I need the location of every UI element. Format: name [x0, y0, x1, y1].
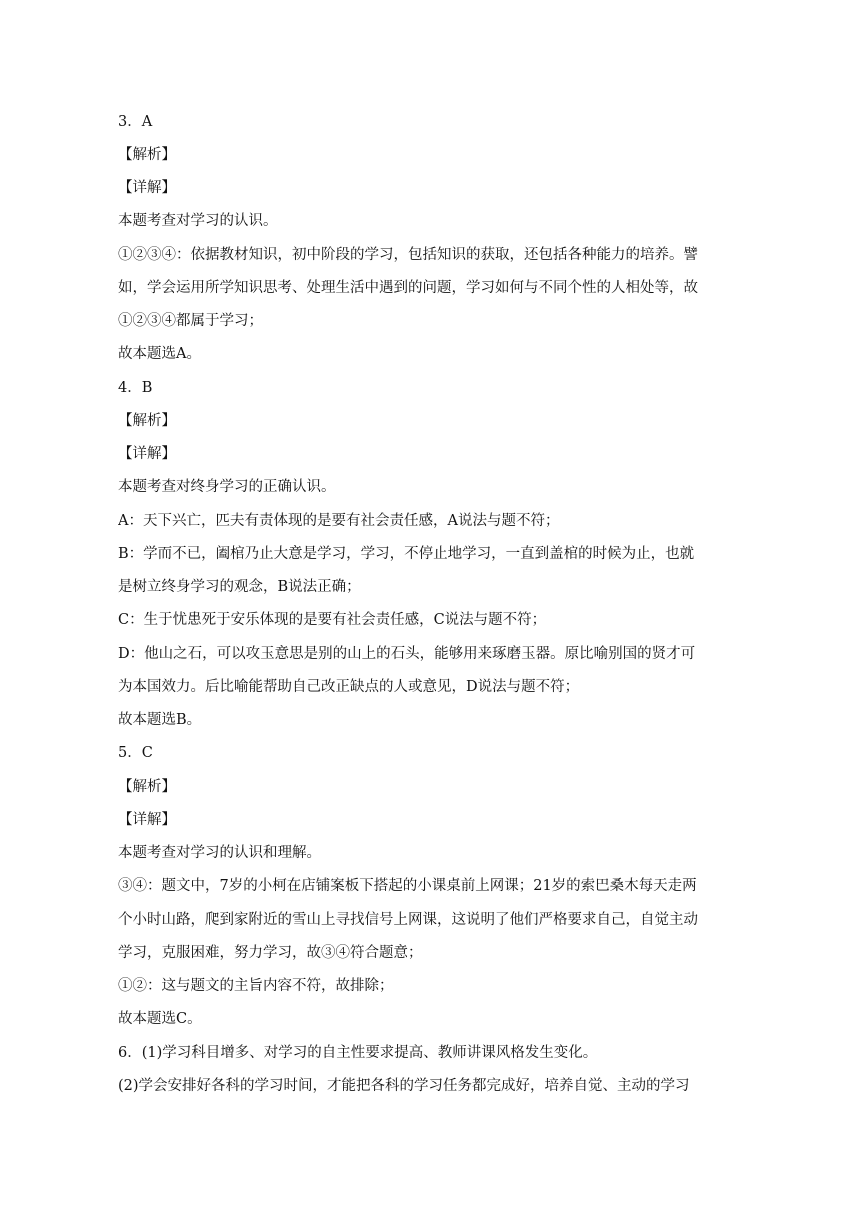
conclusion-line: 故本题选C。 [118, 1011, 202, 1027]
text-line: 本题考查对终身学习的正确认识。 [118, 479, 336, 495]
answer-6-line: 6．(1)学习科目增多、对学习的自主性要求提高、教师讲课风格发生变化。 [118, 1045, 598, 1061]
text-line: 是树立终身学习的观念，B说法正确； [118, 579, 361, 595]
text-line: 为本国效力。后比喻能帮助自己改正缺点的人或意见，D说法与题不符； [118, 679, 580, 695]
analysis-label: 【解析】 [118, 413, 176, 429]
text-line: 本题考查对学习的认识。 [118, 213, 278, 229]
text-line: ①②：这与题文的主旨内容不符，故排除； [118, 978, 394, 994]
detail-label: 【详解】 [118, 180, 176, 196]
text-line: ③④：题文中，7岁的小柯在店铺案板下搭起的小课桌前上网课；21岁的索巴桑木每天走两 [118, 878, 697, 894]
text-line: 个小时山路，爬到家附近的雪山上寻找信号上网课，这说明了他们严格要求自己，自觉主动 [118, 912, 698, 928]
option-c-line: C：生于忧患死于安乐体现的是要有社会责任感，C说法与题不符； [118, 612, 547, 628]
detail-label: 【详解】 [118, 446, 176, 462]
text-line: (2)学会安排好各科的学习时间，才能把各科的学习任务都完成好，培养自觉、主动的学习 [118, 1078, 690, 1094]
option-a-line: A：天下兴亡，匹夫有责体现的是要有社会责任感，A说法与题不符； [118, 513, 560, 529]
analysis-label: 【解析】 [118, 779, 176, 795]
answer-5-heading: 5．C [118, 745, 153, 761]
text-line: 如，学会运用所学知识思考、处理生活中遇到的问题，学习如何与不同个性的人相处等，故 [118, 280, 698, 296]
option-d-line: D：他山之石，可以攻玉意思是别的山上的石头，能够用来琢磨玉器。原比喻别国的贤才可 [118, 646, 696, 662]
text-line: 本题考查对学习的认识和理解。 [118, 845, 321, 861]
text-line: 学习，克服困难，努力学习，故③④符合题意； [118, 945, 423, 961]
conclusion-line: 故本题选A。 [118, 346, 201, 362]
option-b-line: B：学而不已，阖棺乃止大意是学习，学习，不停止地学习，一直到盖棺的时候为止，也就 [118, 546, 695, 562]
conclusion-line: 故本题选B。 [118, 712, 202, 728]
detail-label: 【详解】 [118, 812, 176, 828]
text-line: ①②③④都属于学习； [118, 313, 263, 329]
answer-4-heading: 4．B [118, 380, 153, 396]
text-line: ①②③④：依据教材知识，初中阶段的学习，包括知识的获取，还包括各种能力的培养。譬 [118, 247, 698, 263]
analysis-label: 【解析】 [118, 147, 176, 163]
answer-3-heading: 3．A [118, 114, 153, 130]
